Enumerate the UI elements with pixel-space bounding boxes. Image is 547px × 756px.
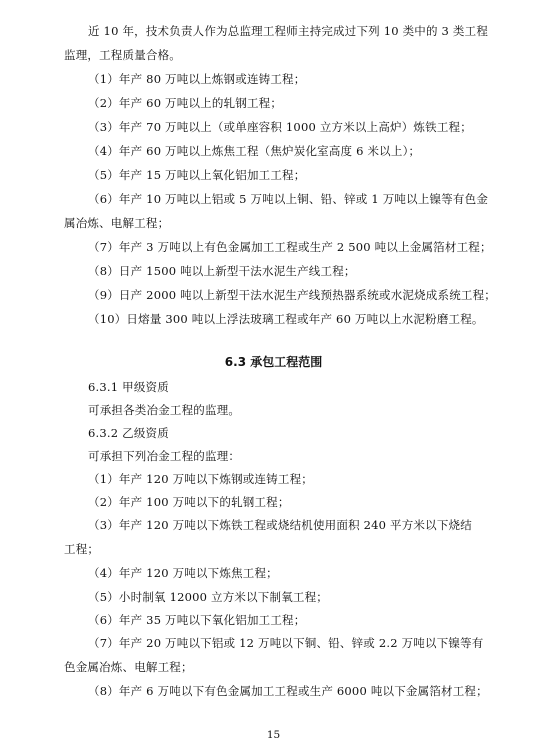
list-a-item-6: （6）年产 10 万吨以上铝或 5 万吨以上铜、铅、锌或 1 万吨以上镍等有色金 [88,192,489,206]
list-a-item-5: （5）年产 15 万吨以上氧化铝加工工程； [88,168,306,182]
intro-line-2: 监理，工程质量合格。 [64,48,181,62]
list-a-item-3: （3）年产 70 万吨以上（或单座容积 1000 立方米以上高炉）炼铁工程； [88,120,472,134]
list-a-item-2: （2）年产 60 万吨以上的轧钢工程； [88,96,283,110]
subsection-2-title: 6.3.2 乙级资质 [88,426,169,440]
subsection-1-text: 可承担各类冶金工程的监理。 [88,403,241,417]
list-b-item-8: （8）年产 6 万吨以下有色金属加工工程或生产 6000 吨以下金属箔材工程； [88,684,488,698]
list-b-item-7: （7）年产 20 万吨以下铝或 12 万吨以下铜、铅、锌或 2.2 万吨以下镍等有 [88,636,484,650]
list-b-item-4: （4）年产 120 万吨以下炼焦工程； [88,566,278,580]
page-number: 15 [266,729,281,741]
list-a-item-10: （10）日熔量 300 吨以上浮法玻璃工程或年产 60 万吨以上水泥粉磨工程。 [88,312,484,326]
list-b-item-6: （6）年产 35 万吨以下氧化铝加工工程； [88,613,306,627]
list-b-item-5: （5）小时制氧 12000 立方米以下制氧工程； [88,590,329,604]
subsection-1-title: 6.3.1 甲级资质 [88,380,169,394]
list-b-item-3-cont: 工程； [64,542,100,556]
list-a-item-8: （8）日产 1500 吨以上新型干法水泥生产线工程； [88,264,356,278]
list-a-item-1: （1）年产 80 万吨以上炼钢或连铸工程； [88,72,306,86]
list-a-item-9: （9）日产 2000 吨以上新型干法水泥生产线预热器系统或水泥烧成系统工程； [88,288,496,302]
section-heading: 6.3 承包工程范围 [224,355,323,369]
list-b-item-3: （3）年产 120 万吨以下炼铁工程或烧结机使用面积 240 平方米以下烧结 [88,518,472,532]
list-b-item-7-cont: 色金属冶炼、电解工程； [64,660,193,674]
list-b-item-2: （2）年产 100 万吨以下的轧钢工程； [88,495,290,509]
list-a-item-4: （4）年产 60 万吨以上炼焦工程（焦炉炭化室高度 6 米以上）； [88,144,421,158]
list-b-item-1: （1）年产 120 万吨以下炼钢或连铸工程； [88,472,313,486]
list-a-item-6-cont: 属冶炼、电解工程； [64,216,170,230]
intro-line-1: 近 10 年，技术负责人作为总监理工程师主持完成过下列 10 类中的 3 类工程 [88,24,489,38]
subsection-2-text: 可承担下列冶金工程的监理： [88,449,241,463]
list-a-item-7: （7）年产 3 万吨以上有色金属加工工程或生产 2 500 吨以上金属箔材工程； [88,240,492,254]
